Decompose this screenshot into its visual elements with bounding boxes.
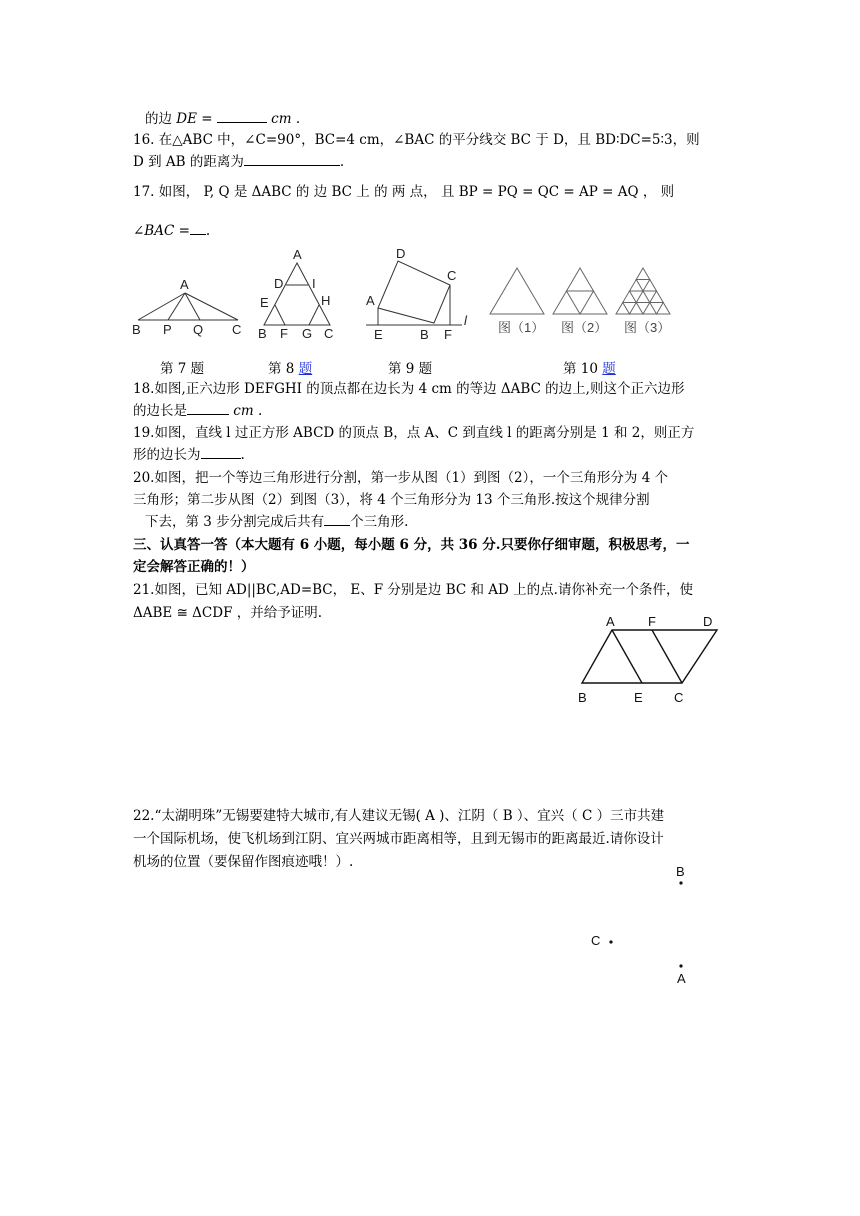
fig7-label-q: Q — [193, 322, 204, 337]
fig9-label-e: E — [374, 327, 383, 342]
q15-answer-blank — [217, 110, 267, 123]
fig9-label-a: A — [366, 293, 375, 308]
fig8-label-e: E — [260, 295, 269, 310]
fig9-label-c: C — [447, 268, 457, 283]
q18-line2 — [133, 402, 262, 420]
caption-fig8 — [268, 357, 312, 377]
fig8-label-d: D — [274, 276, 284, 291]
figure-10 — [486, 264, 686, 344]
fig8-label-a: A — [293, 247, 302, 262]
fig8-label-f: F — [280, 326, 288, 341]
fig7-label-a: A — [180, 277, 189, 292]
q20-line2: 三角形；第二步从图（2）到图（3），将 4 个三角形分为 13 个三角形.按这个规律分割 — [133, 492, 650, 508]
q16-line2-text: D 到 AB 的距离为 — [133, 154, 244, 170]
figure-8 — [252, 245, 342, 345]
fig8-label-h: H — [321, 293, 331, 308]
q15-pre: 的边 — [145, 111, 172, 127]
fig10-label-3: 图（3） — [624, 320, 671, 335]
q20-line3 — [145, 513, 408, 531]
q15-expr: DE = — [176, 111, 213, 127]
q22-line2: 一个国际机场，使飞机场到江阴、宜兴两城市距离相等，且到无锡市的距离最近.请你设计 — [133, 831, 664, 847]
q17-line2 — [133, 222, 210, 240]
figure-9 — [362, 245, 472, 345]
fig22-label-b: B — [676, 864, 685, 879]
fig21-label-e: E — [634, 690, 643, 705]
fig8-label-i: I — [312, 276, 316, 291]
fig7-label-p: P — [163, 322, 172, 337]
q15-unit: cm . — [271, 111, 301, 127]
q17-answer-blank — [190, 222, 206, 235]
section-3-heading-line1: 三、认真答一答（本大题有 6 小题，每小题 6 分，共 36 分.只要你仔细审题，积极思考，一 — [133, 537, 690, 553]
fig9-label-d: D — [396, 246, 406, 261]
caption-fig10-prefix: 第 10 — [563, 361, 598, 377]
fig8-label-c: C — [324, 326, 334, 341]
q20-answer-blank — [324, 513, 350, 526]
q19-answer-blank — [201, 446, 241, 459]
q15-tail — [145, 110, 300, 128]
q20-line3-text: 下去，第 3 步分割完成后共有 — [145, 514, 325, 530]
caption-fig10-link[interactable]: 题 — [602, 361, 616, 377]
q17-line2-text: ∠BAC = — [133, 223, 190, 239]
fig21-label-b: B — [578, 690, 587, 705]
fig22-point-c — [609, 940, 612, 943]
fig21-label-d: D — [703, 614, 713, 629]
fig10-label-2: 图（2） — [561, 320, 608, 335]
q18-line2-end: cm . — [233, 403, 263, 419]
q16-line2 — [133, 153, 344, 171]
fig8-label-b: B — [258, 326, 267, 341]
fig22-label-a: A — [677, 971, 686, 986]
figure-7 — [130, 276, 250, 346]
q16-answer-blank — [244, 153, 340, 166]
fig22-point-a — [679, 964, 682, 967]
q21-line1: 21.如图，已知 AD||BC,AD=BC， E、F 分别是边 BC 和 AD 上的点.请你补充一个条件，使 — [133, 582, 693, 598]
q17-line2-end: . — [205, 223, 211, 239]
q16-line1: 16. 在△ABC 中，∠C=90°，BC=4 cm，∠BAC 的平分线交 BC 于 D，且 BD∶DC=5∶3，则 — [133, 132, 700, 148]
caption-fig9: 第 9 题 — [388, 361, 433, 377]
section-3-heading-line2: 定会解答正确的！） — [133, 559, 255, 575]
fig21-label-a: A — [606, 614, 615, 629]
q19-line1: 19.如图，直线 l 过正方形 ABCD 的顶点 B，点 A、C 到直线 l 的距离分别是 1 和 2，则正方 — [133, 425, 695, 441]
fig9-label-l: l — [464, 313, 467, 328]
fig21-label-c: C — [674, 690, 684, 705]
q20-line1: 20.如图，把一个等边三角形进行分割，第一步从图（1）到图（2），一个三角形分为 4 个 — [133, 470, 669, 486]
q18-line2-text: 的边长是 — [133, 403, 187, 419]
q19-line2-text: 形的边长为 — [133, 447, 201, 463]
q17-line1: 17. 如图， P, Q 是 ΔABC 的 边 BC 上 的 两 点， 且 BP = PQ = QC = AP = AQ ， 则 — [133, 184, 675, 200]
figure-21 — [576, 612, 736, 712]
q20-line3-end: 个三角形. — [350, 514, 409, 530]
q16-line2-end: . — [339, 154, 345, 170]
figure-22 — [585, 862, 705, 992]
caption-fig8-prefix: 第 8 — [268, 361, 295, 377]
q21-line2: ΔABE ≅ ΔCDF ，并给予证明. — [133, 605, 323, 621]
fig7-label-b: B — [132, 322, 141, 337]
fig22-point-b — [679, 881, 682, 884]
fig7-label-c: C — [232, 322, 242, 337]
fig8-label-g: G — [302, 326, 313, 341]
fig21-label-f: F — [648, 614, 656, 629]
q19-line2-end: . — [240, 447, 245, 463]
caption-fig10 — [563, 357, 616, 377]
fig9-label-f: F — [444, 327, 452, 342]
q18-line1: 18.如图,正六边形 DEFGHI 的顶点都在边长为 4 cm 的等边 ΔABC 的边上,则这个正六边形 — [133, 381, 685, 397]
caption-fig7: 第 7 题 — [160, 361, 205, 377]
q22-line3: 机场的位置（要保留作图痕迹哦！）. — [133, 854, 354, 870]
q18-answer-blank — [187, 402, 229, 415]
fig10-label-1: 图（1） — [498, 320, 545, 335]
caption-fig8-link[interactable]: 题 — [298, 361, 313, 377]
fig9-label-b: B — [420, 327, 429, 342]
q19-line2 — [133, 446, 245, 464]
fig22-label-c: C — [591, 933, 601, 948]
q22-line1: 22.“太湖明珠”无锡要建特大城市,有人建议无锡( A )、江阴（ B ）、宜兴（ C ）三市共建 — [133, 808, 665, 824]
